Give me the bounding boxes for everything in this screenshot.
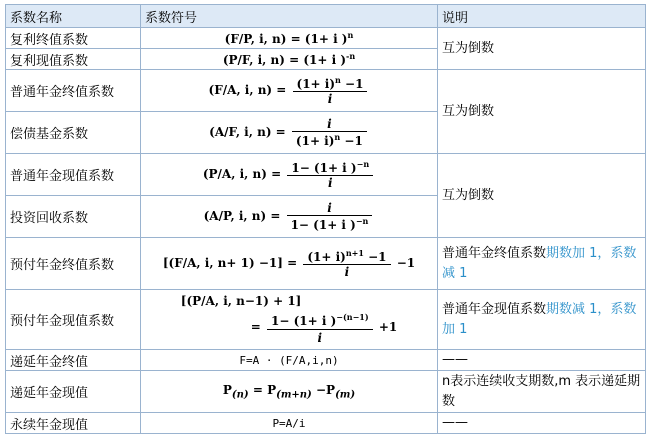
formula: (A/F, i, n) = $\frac{i}{(1+ i)^n -1}$ bbox=[141, 112, 438, 154]
formula: $P_{(n)} = P_{(m+n)} -P_{(m)}$ bbox=[141, 371, 438, 413]
header-symbol: 系数符号 bbox=[141, 5, 438, 28]
row-name: 普通年金现值系数 bbox=[6, 154, 141, 196]
note-reciprocal: 互为倒数 bbox=[438, 154, 646, 238]
row-name: 递延年金现值 bbox=[6, 371, 141, 413]
table-row bbox=[6, 70, 646, 112]
table-row bbox=[6, 290, 646, 350]
table-row bbox=[6, 28, 646, 49]
row-name: 投资回收系数 bbox=[6, 196, 141, 238]
note-due-fv: 普通年金终值系数期数加 1，系数减 1 bbox=[438, 238, 646, 290]
note-due-pv: 普通年金现值系数期数减 1，系数加 1 bbox=[438, 290, 646, 350]
formula: (P/A, i, n) = $\frac{1- (1+ i )^{-n}}{i}$ bbox=[141, 154, 438, 196]
formula: P=A/i bbox=[141, 413, 438, 434]
row-name: 偿债基金系数 bbox=[6, 112, 141, 154]
note-dash: —— bbox=[438, 350, 646, 371]
note-dash: —— bbox=[438, 413, 646, 434]
row-name: 永续年金现值 bbox=[6, 413, 141, 434]
row-name: 预付年金终值系数 bbox=[6, 238, 141, 290]
formula: (A/P, i, n) = $\frac{i}{1- (1+ i )^{-n}}$ bbox=[141, 196, 438, 238]
table-row bbox=[6, 154, 646, 196]
coefficient-table bbox=[5, 4, 646, 434]
row-name: 预付年金现值系数 bbox=[6, 290, 141, 350]
formula: [(P/A, i, n−1) + 1] = $\frac{1- (1+ i )^{-(n-1)}}{i}$ +1 bbox=[141, 290, 438, 350]
table-row bbox=[6, 371, 646, 413]
row-name: 复利现值系数 bbox=[6, 49, 141, 70]
header-note: 说明 bbox=[438, 5, 646, 28]
table-row bbox=[6, 350, 646, 371]
note-reciprocal: 互为倒数 bbox=[438, 28, 646, 70]
row-name: 递延年金终值 bbox=[6, 350, 141, 371]
table-row bbox=[6, 238, 646, 290]
formula: (P/F, i, n) = (1+ i )$^{-n}$ bbox=[141, 49, 438, 70]
note-reciprocal: 互为倒数 bbox=[438, 70, 646, 154]
header-row bbox=[6, 5, 646, 28]
row-name: 复利终值系数 bbox=[6, 28, 141, 49]
header-name: 系数名称 bbox=[6, 5, 141, 28]
formula: (F/P, i, n) = (1+ i )$^n$ bbox=[141, 28, 438, 49]
note-deferred-pv: n表示连续收支期数,m 表示递延期数 bbox=[438, 371, 646, 413]
row-name: 普通年金终值系数 bbox=[6, 70, 141, 112]
formula: [(F/A, i, n+ 1) −1] = $\frac{(1+ i)^{n+1} -1}{i}$ −1 bbox=[141, 238, 438, 290]
table-row bbox=[6, 413, 646, 434]
formula: F=A · (F/A,i,n) bbox=[141, 350, 438, 371]
formula: (F/A, i, n) = $\frac{(1+ i)^n -1}{i}$ bbox=[141, 70, 438, 112]
